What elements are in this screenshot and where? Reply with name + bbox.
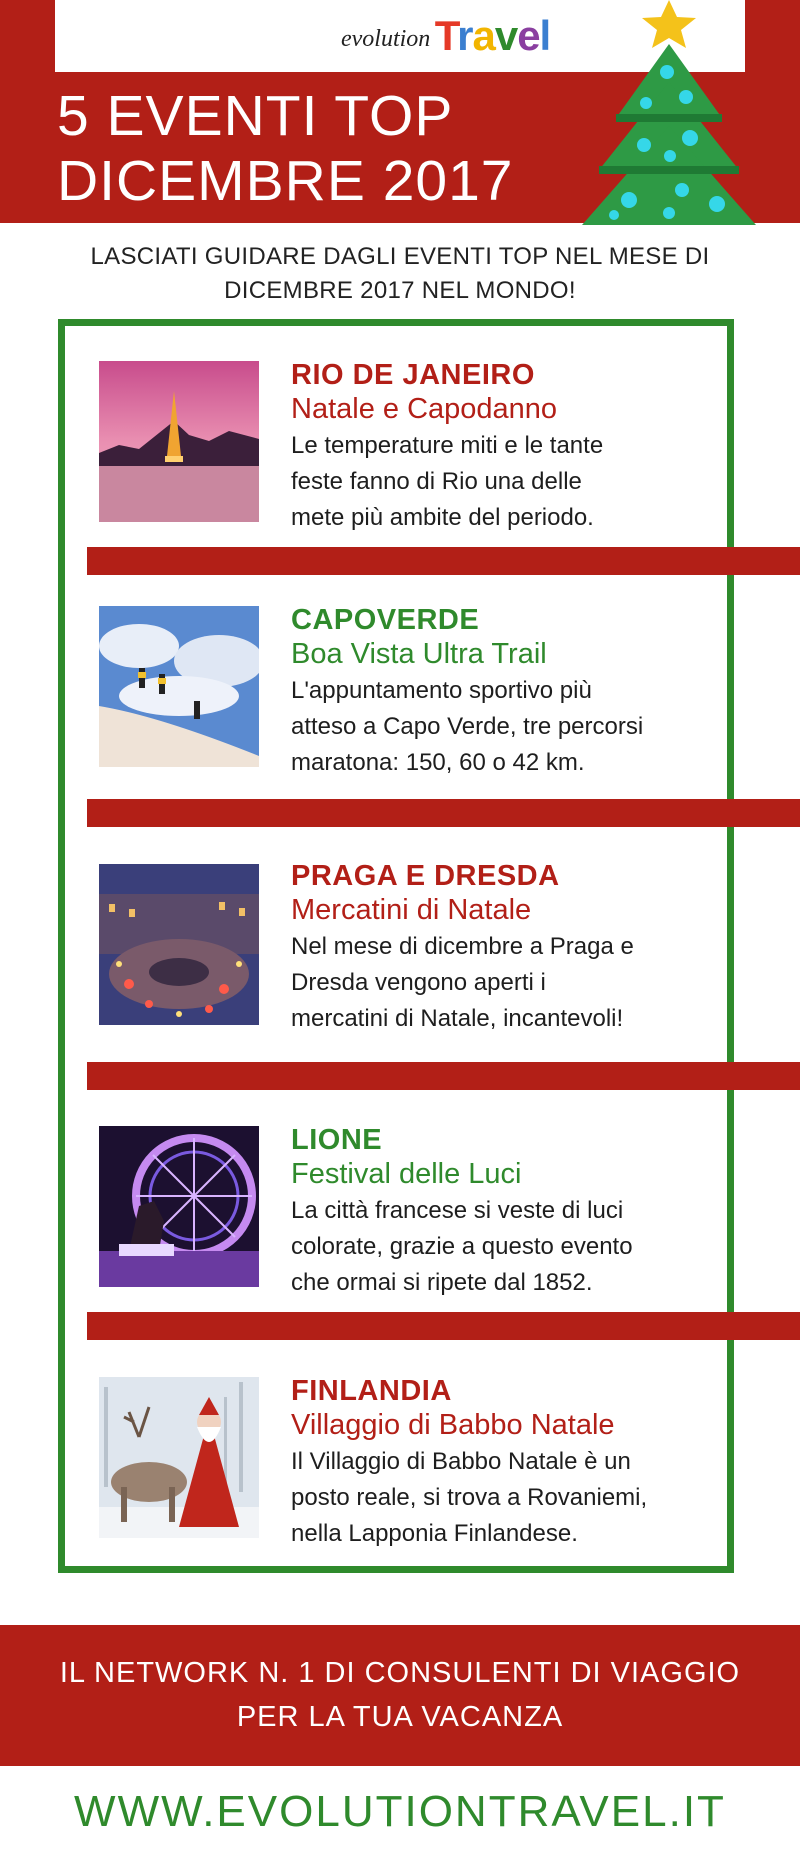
title-line-2: DICEMBRE 2017 [57, 149, 514, 213]
logo-word-evolution: evolution [341, 26, 431, 52]
page-title [57, 84, 514, 214]
desc-line: mercatini di Natale, incantevoli! [291, 1005, 624, 1032]
event-description [291, 929, 731, 1037]
footer-line-1: IL NETWORK N. 1 DI CONSULENTI DI VIAGGIO [59, 1657, 741, 1689]
separator-bar [87, 1312, 800, 1340]
separator-bar [87, 1062, 800, 1090]
event-name: Natale e Capodanno [291, 393, 558, 425]
desc-line: Nel mese di dicembre a Praga e [291, 933, 634, 960]
separator-bar [87, 799, 800, 827]
event-city: PRAGA E DRESDA [291, 860, 560, 892]
evolution-travel-logo [341, 12, 550, 62]
logo-word-travel: Travel [434, 12, 551, 59]
event-description [291, 1444, 731, 1552]
event-name: Boa Vista Ultra Trail [291, 638, 547, 670]
christmas-tree-icon [574, 0, 764, 240]
event-city: FINLANDIA [291, 1375, 452, 1407]
desc-line: L'appuntamento sportivo più [291, 677, 592, 704]
intro-text [0, 240, 800, 308]
event-description [291, 1193, 731, 1301]
desc-line: colorate, grazie a questo evento [291, 1233, 633, 1260]
title-line-1: 5 EVENTI TOP [57, 84, 454, 148]
desc-line: La città francese si veste di luci [291, 1197, 624, 1224]
website-url[interactable]: WWW.EVOLUTIONTRAVEL.IT [74, 1787, 726, 1836]
desc-line: maratona: 150, 60 o 42 km. [291, 749, 585, 776]
praga-photo [99, 864, 259, 1025]
intro-line-2: DICEMBRE 2017 NEL MONDO! [224, 277, 576, 304]
event-description [291, 428, 731, 536]
event-city: RIO DE JANEIRO [291, 359, 535, 391]
footer-banner [0, 1625, 800, 1766]
desc-line: Il Villaggio di Babbo Natale è un [291, 1448, 631, 1475]
desc-line: mete più ambite del periodo. [291, 504, 594, 531]
desc-line: Dresda vengono aperti i [291, 969, 546, 996]
event-city: LIONE [291, 1124, 383, 1156]
capoverde-photo [99, 606, 259, 767]
event-name: Villaggio di Babbo Natale [291, 1409, 615, 1441]
desc-line: Le temperature miti e le tante [291, 432, 604, 459]
desc-line: posto reale, si trova a Rovaniemi, [291, 1484, 648, 1511]
event-name: Mercatini di Natale [291, 894, 532, 926]
lione-photo [99, 1126, 259, 1287]
desc-line: atteso a Capo Verde, tre percorsi [291, 713, 644, 740]
intro-line-1: LASCIATI GUIDARE DAGLI EVENTI TOP NEL MESE DI [90, 243, 710, 270]
separator-bar [87, 547, 800, 575]
finlandia-photo [99, 1377, 259, 1538]
desc-line: feste fanno di Rio una delle [291, 468, 582, 495]
rio-photo [99, 361, 259, 522]
footer-line-2: PER LA TUA VACANZA [236, 1701, 564, 1733]
desc-line: nella Lapponia Finlandese. [291, 1520, 578, 1547]
event-name: Festival delle Luci [291, 1158, 522, 1190]
event-city: CAPOVERDE [291, 604, 480, 636]
desc-line: che ormai si ripete dal 1852. [291, 1269, 593, 1296]
event-description [291, 673, 731, 781]
